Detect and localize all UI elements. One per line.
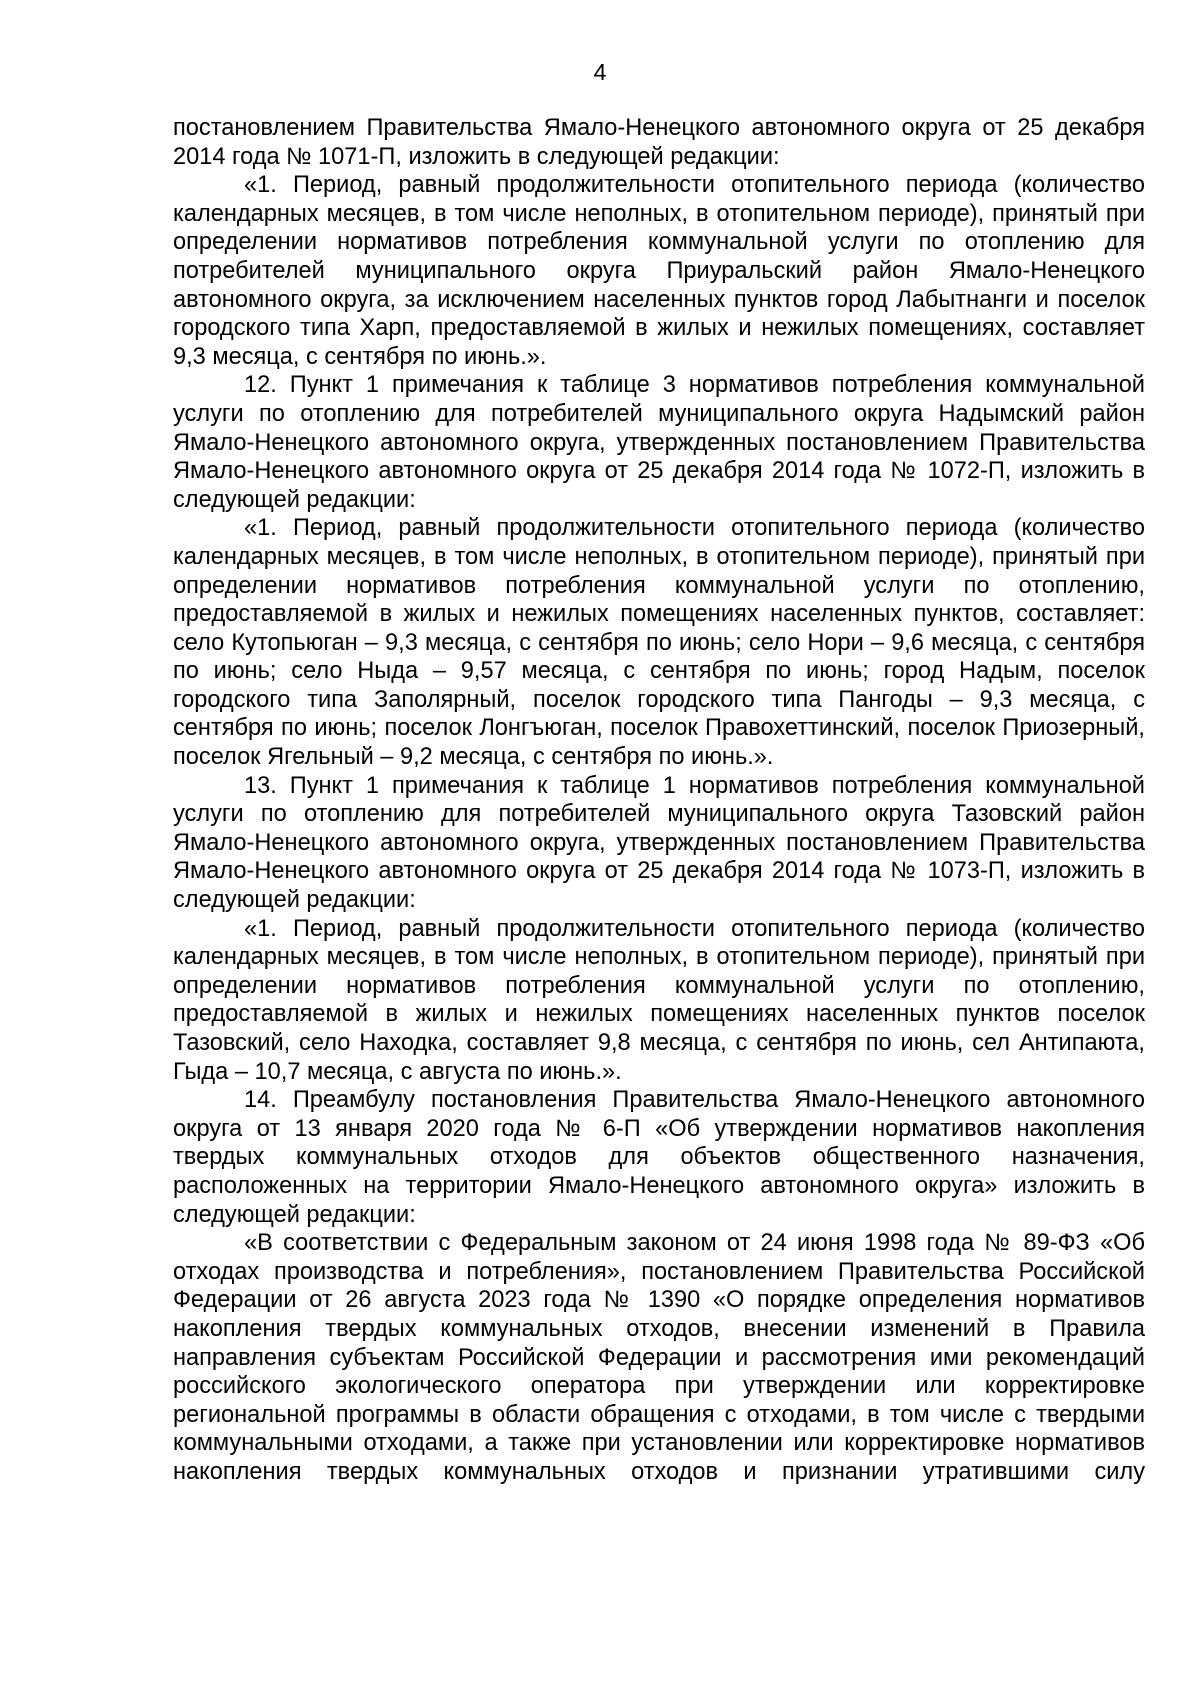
document-body [173, 114, 1145, 1487]
paragraph-item-14: 14. Преамбулу постановления Правительства Ямало-Ненецкого автономного округа от 13 января 2020 года № 6-П «Об утверждении нормативов накопления твердых коммунальных отходов для объектов общественного назначения, расположенных на территории Ямало-Ненецкого автономного округа» изложить в следующей редакции: [173, 1087, 1145, 1228]
paragraph-quoted-clause-priuralsky: «1. Период, равный продолжительности отопительного периода (количество календарных месяцев, в том числе неполных, в отопительном периоде), принятый при определении нормативов потребления коммунальной услуги по отоплению для потребителей муниципального округа Приуральский район Ямало-Ненецкого автономного округа, за исключением населенных пунктов город Лабытнанги и поселок городского типа Харп, предоставляемой в жилых и нежилых помещениях, составляет 9,3 месяца, с сентября по июнь.». [173, 172, 1145, 370]
paragraph-item-13: 13. Пункт 1 примечания к таблице 1 нормативов потребления коммунальной услуги по отоплению для потребителей муниципального округа Тазовский район Ямало-Ненецкого автономного округа, утвержденных постановлением Правительства Ямало-Ненецкого автономного округа от 25 декабря 2014 года № 1073-П, изложить в следующей редакции: [173, 772, 1145, 914]
paragraph-quoted-preamble: «В соответствии с Федеральным законом от 24 июня 1998 года № 89-ФЗ «Об отходах производства и потребления», постановлением Правительства Российской Федерации от 26 августа 2023 года № 1390 «О порядке определения нормативов накопления твердых коммунальных отходов, внесении изменений в Правила направления субъектам Российской Федерации и рассмотрения ими рекомендаций российского экологического оператора при утверждении или корректировке региональной программы в области обращения с отходами, в том числе с твердыми коммунальными отходами, а также при установлении или корректировке нормативов накопления твердых коммунальных отходов и признании утратившими силу [173, 1230, 1145, 1485]
paragraph-quoted-clause-tazovsky: «1. Период, равный продолжительности отопительного периода (количество календарных месяцев, в том числе неполных, в отопительном периоде), принятый при определении нормативов потребления коммунальной услуги по отоплению, предоставляемой в жилых и нежилых помещениях населенных пунктов поселок Тазовский, село Находка, составляет 9,8 месяца, с сентября по июнь, сел Антипаюта, Гыда – 10,7 месяца, с августа по июнь.». [173, 915, 1145, 1085]
page-number: 4 [593, 59, 607, 85]
paragraph-item-12: 12. Пункт 1 примечания к таблице 3 нормативов потребления коммунальной услуги по отоплению для потребителей муниципального округа Надымский район Ямало-Ненецкого автономного округа, утвержденных постановлением Правительства Ямало-Ненецкого автономного округа от 25 декабря 2014 года № 1072-П, изложить в следующей редакции: [173, 372, 1145, 513]
paragraph-quoted-clause-nadymsky: «1. Период, равный продолжительности отопительного периода (количество календарных месяцев, в том числе неполных, в отопительном периоде), принятый при определении нормативов потребления коммунальной услуги по отоплению, предоставляемой в жилых и нежилых помещениях населенных пунктов, составляет: село Кутопьюган – 9,3 месяца, с сентября по июнь; село Нори – 9,6 месяца, с сентября по июнь; село Ныда – 9,57 месяца, с сентября по июнь; город Надым, поселок городского типа Заполярный, поселок городского типа Пангоды – 9,3 месяца, с сентября по июнь; поселок Лонгъюган, поселок Правохеттинский, поселок Приозерный, поселок Ягельный – 9,2 месяца, с сентября по июнь.». [173, 515, 1145, 771]
paragraph-continuation: постановлением Правительства Ямало-Ненецкого автономного округа от 25 декабря 2014 года № 1071-П, изложить в следующей редакции: [173, 115, 1145, 170]
